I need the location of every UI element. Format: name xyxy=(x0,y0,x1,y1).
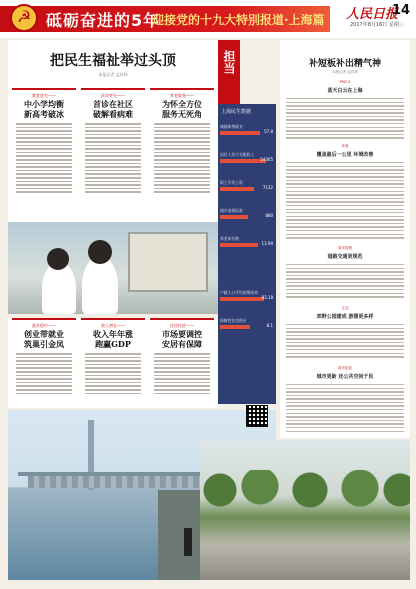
data-infographic xyxy=(218,104,276,404)
infographic-value: 57.8 xyxy=(264,129,273,134)
main-title: 把民生福祉举过头顶 xyxy=(50,53,176,69)
section-kicker: 生态 xyxy=(341,306,349,310)
card-title: 首诊在社区 破解看病难 xyxy=(93,99,133,119)
infographic-label: 职工平均工资 xyxy=(220,180,243,185)
card-kicker: 收入增长—— xyxy=(101,323,125,328)
section-body xyxy=(286,264,404,300)
photo-child-left-head xyxy=(47,248,69,270)
card-employment xyxy=(12,318,76,406)
infographic-bar xyxy=(220,159,266,163)
infographic-value: 8.1 xyxy=(266,323,273,328)
photo-runner xyxy=(184,528,192,556)
qr-code-icon xyxy=(246,405,268,427)
card-elderly-care xyxy=(150,88,214,228)
tree-canopy xyxy=(200,470,410,510)
section-heading: 蓝天白云在上海 xyxy=(327,88,363,94)
card-body xyxy=(150,353,214,394)
card-title: 为怀全方位 服务无死角 xyxy=(162,99,202,119)
card-title: 市场要调控 安居有保障 xyxy=(162,329,202,349)
photo-child-right-head xyxy=(88,240,112,264)
side-article xyxy=(280,40,410,438)
infographic-bar xyxy=(220,325,250,329)
section-body xyxy=(286,384,404,434)
photo-riverside-trees xyxy=(200,440,410,580)
card-education xyxy=(12,88,76,228)
infographic-bar xyxy=(220,297,264,301)
infographic-row xyxy=(220,318,274,329)
main-article xyxy=(8,40,218,240)
card-kicker: 教育优先—— xyxy=(32,93,56,98)
infographic-heading: 上海民生数据 xyxy=(221,109,252,115)
page-number: 14 xyxy=(392,3,411,18)
card-body xyxy=(81,353,145,394)
infographic-value: 54305 xyxy=(260,157,273,162)
infographic-row xyxy=(220,124,274,135)
infographic-label: 保障性住房供应 xyxy=(220,318,247,323)
infographic-bar xyxy=(220,243,258,247)
column-tab-label: 担当 xyxy=(222,50,236,74)
infographic-row xyxy=(220,208,274,219)
card-medical xyxy=(81,88,145,228)
bottom-articles xyxy=(8,318,218,408)
page-banner xyxy=(0,0,416,38)
section-kicker: 城市管理 xyxy=(338,246,352,250)
infographic-row xyxy=(220,180,274,191)
banner-title: 砥砺奋进的5年 xyxy=(46,11,161,30)
infographic-bar xyxy=(220,215,248,219)
city-skyline xyxy=(28,476,218,488)
section-kicker: 环境 xyxy=(341,144,349,148)
section-body xyxy=(286,98,404,141)
section-body xyxy=(286,162,404,241)
card-body xyxy=(81,123,145,193)
date-line: 2017年8月16日 星期三 xyxy=(350,22,404,28)
section-heading: 道路交通更规范 xyxy=(327,254,363,260)
card-body xyxy=(12,123,76,193)
card-body xyxy=(12,353,76,394)
party-emblem-icon xyxy=(10,4,38,32)
card-title: 中小学均衡 新高考破冰 xyxy=(24,99,64,119)
infographic-value: 13.99 xyxy=(261,241,273,246)
photo-students xyxy=(8,222,218,314)
infographic-value: 83.18 xyxy=(261,295,273,300)
section-heading: 覆盖最后一公里 环境改善 xyxy=(316,152,374,158)
infographic-label: 城乡低保标准 xyxy=(220,208,243,213)
section-heading: 城市更新 还公共空间于民 xyxy=(316,374,374,380)
card-kicker: 就业稳中—— xyxy=(32,323,56,328)
card-body xyxy=(150,123,214,193)
side-article-byline: 本报记者 孟祥林 xyxy=(332,70,358,74)
card-title: 收入年年涨 跑赢GDP xyxy=(93,329,133,349)
masthead: 人民日报 xyxy=(346,7,399,22)
section-kicker: PM2.5 xyxy=(339,80,351,84)
card-kicker: 医改率先—— xyxy=(101,93,125,98)
infographic-bar xyxy=(220,131,260,135)
section-heading: 郊野公园建成 游憩更多样 xyxy=(316,314,374,320)
infographic-label: 户籍人口平均预期寿命 xyxy=(220,290,258,295)
infographic-bar xyxy=(220,187,254,191)
card-income xyxy=(81,318,145,406)
card-kicker: 养老服务—— xyxy=(170,93,194,98)
main-byline: 本报记者 孟祥林 xyxy=(98,72,128,77)
infographic-row xyxy=(220,236,274,247)
banner-subtitle: 迎接党的十九大特别报道·上海篇 xyxy=(152,13,325,27)
card-title: 创业带就业 筑巢引金凤 xyxy=(24,329,64,349)
infographic-label: 城镇新增就业 xyxy=(220,124,243,129)
infographic-value: 880 xyxy=(265,213,273,218)
side-article-title: 补短板补出精气神 xyxy=(308,59,381,69)
infographic-row xyxy=(220,152,274,163)
photo-child-right xyxy=(82,256,118,314)
section-kicker: 城市更新 xyxy=(338,366,352,370)
infographic-label: 养老床位数 xyxy=(220,236,239,241)
photo-wall-board xyxy=(128,232,208,292)
infographic-value: 7132 xyxy=(262,185,273,190)
section-body xyxy=(286,324,404,360)
infographic-row xyxy=(220,290,274,301)
card-kicker: 住房托底—— xyxy=(170,323,194,328)
infographic-label: 居民人均可支配收入 xyxy=(220,152,255,157)
card-housing xyxy=(150,318,214,406)
